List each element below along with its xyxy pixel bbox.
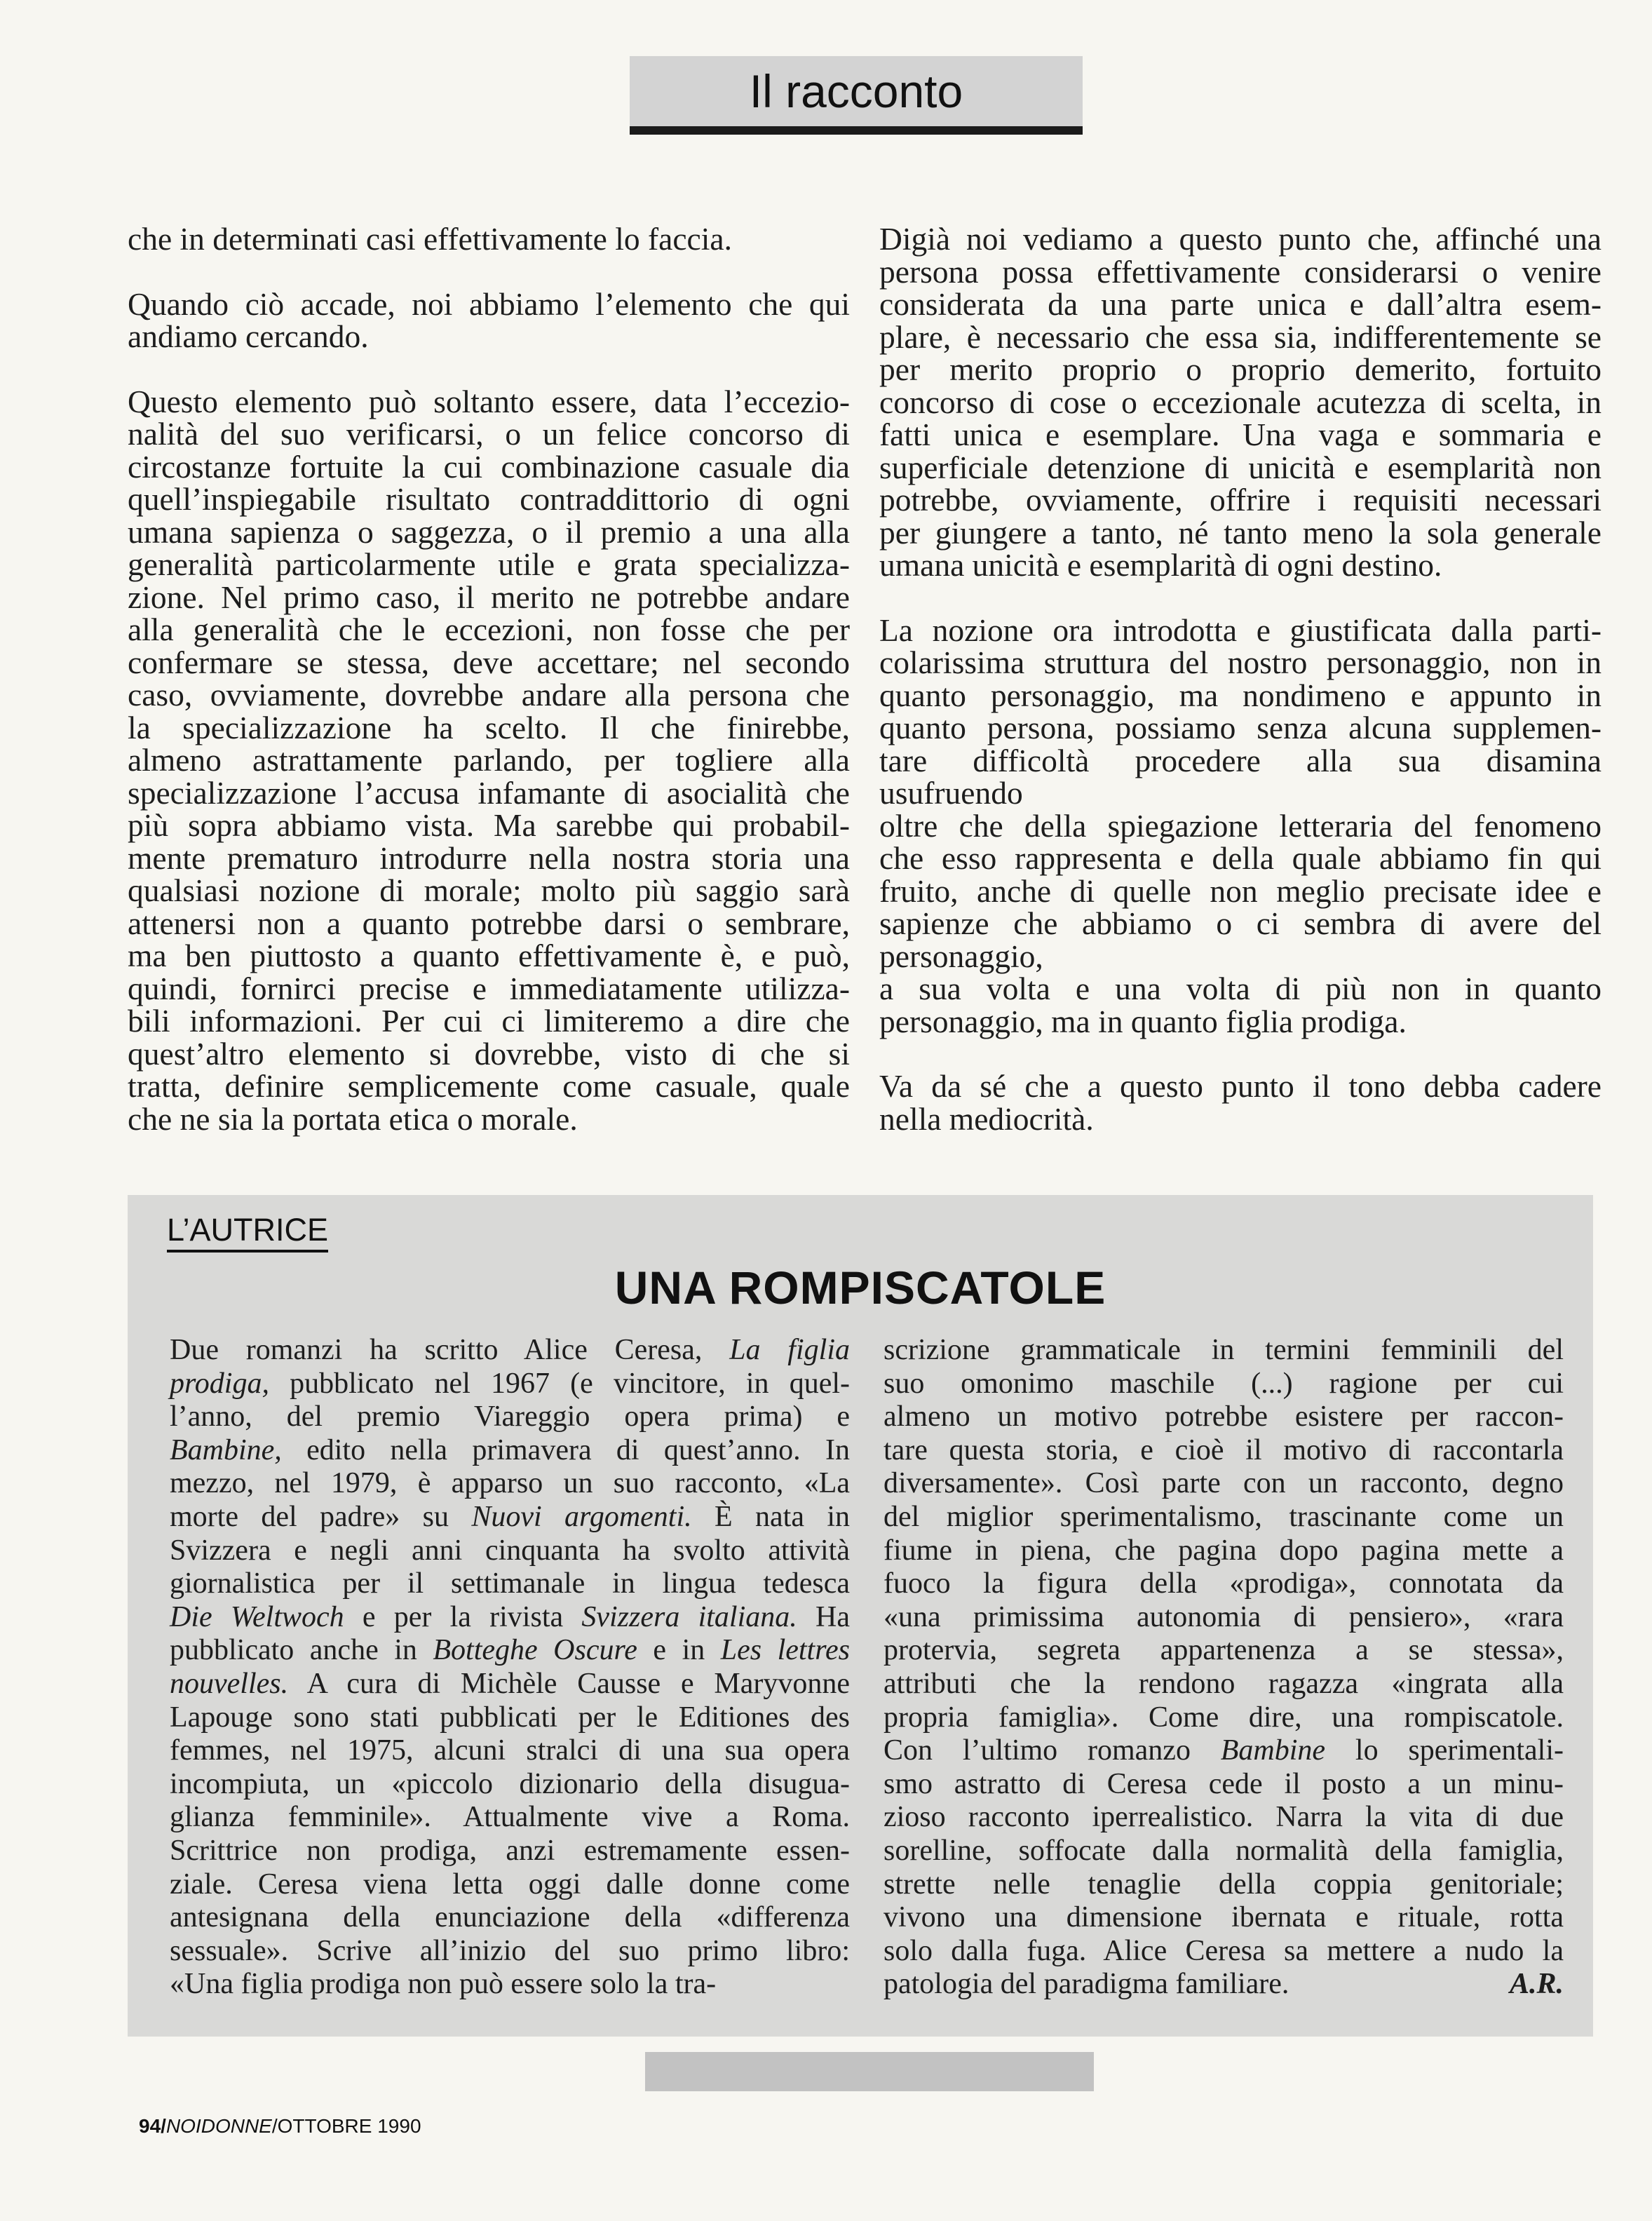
text-line: quell’inspiegabile risultato contraddittorio di ogni: [128, 481, 850, 517]
text-line: sapienze che abbiamo o ci sembra di avere del: [879, 905, 1602, 941]
text-line: «Una figlia prodiga non può essere solo la tra-: [170, 1968, 717, 2001]
text-line: che esso rappresenta e della quale abbiamo fin qui: [879, 840, 1602, 876]
sidebar-label: L’AUTRICE: [167, 1212, 328, 1253]
text-line: Con l’ultimo romanzo Bambine lo sperimentali-: [883, 1734, 1564, 1767]
text-line: solo dalla fuga. Alice Ceresa sa mettere a nudo la: [883, 1934, 1564, 1967]
section-heading: Il racconto: [630, 56, 1083, 135]
text-line: considerata da una parte unica e dall’altra esem-: [879, 286, 1602, 322]
text-line: specializzazione l’accusa infamante di asocialità che: [128, 774, 850, 811]
text-line: personaggio,: [879, 938, 1043, 974]
text-line: qualsiasi nozione di morale; molto più saggio sarà: [128, 872, 850, 908]
paragraph: [879, 614, 1602, 1039]
paragraph: [128, 285, 850, 354]
text-line: smo astratto di Ceresa cede il posto a un minu-: [883, 1767, 1564, 1800]
text-line: Va da sé che a questo punto il tono debba cadere: [879, 1068, 1602, 1104]
text-line: strette nelle tenaglie della coppia genitoriale;: [883, 1868, 1564, 1901]
text-line: quanto persona, possiamo senza alcuna supplemen-: [879, 710, 1602, 745]
text-line: antesignana della enunciazione della «differenza: [170, 1901, 850, 1934]
text-line: generalità particolarmente utile e grata specializza-: [128, 546, 850, 582]
text-line: Scrittrice non prodiga, anzi estremamente essen-: [170, 1834, 850, 1867]
text-line: Digià noi vediamo a questo punto che, affinché una: [879, 221, 1602, 257]
text-line: circostanze fortuite la cui combinazione casuale dia: [128, 448, 850, 485]
text-line: almeno un motivo potrebbe esistere per raccon-: [883, 1400, 1564, 1433]
text-line: almeno astrattamente parlando, per togliere alla: [128, 742, 850, 778]
text-line: sessuale». Scrive all’inizio del suo primo libro:: [170, 1934, 850, 1967]
text-line: per giungere a tanto, né tanto meno la sola generale: [879, 514, 1602, 551]
text-line: nella mediocrità.: [879, 1100, 1094, 1137]
text-line: giornalistica per il settimanale in lingua tedesca: [170, 1567, 850, 1600]
text-line: tare questa storia, e cioè il motivo di raccontarla: [883, 1433, 1564, 1466]
text-line: quanto personaggio, ma nondimeno e appunto in: [879, 677, 1602, 713]
paragraph: [879, 223, 1602, 582]
text-line: fuoco la figura della «prodiga», connotata da: [883, 1567, 1564, 1600]
text-line: fatti unica e esemplare. Una vaga e sommaria e: [879, 417, 1602, 452]
author-initials: A.R.: [1509, 1968, 1564, 2001]
text-line: protervia, segreta appartenenza a se stessa»,: [883, 1634, 1564, 1667]
issue-date: OTTOBRE 1990: [277, 2115, 421, 2137]
text-line: oltre che della spiegazione letteraria del fenomeno: [879, 807, 1602, 844]
text-line: prodiga, pubblicato nel 1967 (e vincitore, in quel-: [170, 1367, 850, 1400]
text-line: tare difficoltà procedere alla sua disamina: [879, 742, 1602, 778]
paragraph: [128, 383, 850, 1137]
text-line: fiume in piena, che pagina dopo pagina mette a: [883, 1534, 1564, 1567]
text-line: patologia del paradigma familiare. A.R.: [883, 1968, 1564, 2001]
text-line: bili informazioni. Per cui ci limiteremo a dire che: [128, 1003, 850, 1039]
page-number: 94: [139, 2115, 161, 2137]
text-line: zioso racconto iperrealistico. Narra la vita di due: [883, 1801, 1564, 1834]
text-line: vivono una dimensione ibernata e rituale, rotta: [883, 1901, 1564, 1934]
text-line: Bambine, edito nella primavera di quest’anno. In: [170, 1433, 850, 1466]
text-line: pubblicato anche in Botteghe Oscure e in Les lettres: [170, 1634, 850, 1667]
text-line: morte del padre» su Nuovi argomenti. È nata in: [170, 1500, 851, 1533]
text-line: potrebbe, ovviamente, offrire i requisiti necessari: [879, 482, 1602, 518]
text-line: nouvelles. A cura di Michèle Causse e Maryvonne: [170, 1667, 850, 1700]
text-line: fruito, anche di quelle non meglio precisate idee e: [879, 872, 1602, 909]
text-line: del miglior sperimentalismo, trascinante come un: [883, 1500, 1564, 1533]
sidebar-title: UNA ROMPISCATOLE: [614, 1262, 1106, 1314]
paragraph: [128, 223, 850, 256]
text-line: la specializzazione ha scelto. Il che finirebbe,: [128, 709, 850, 745]
text-line: umana unicità e esemplarità di ogni destino.: [879, 547, 1442, 583]
article-left-column: [128, 223, 850, 1168]
text-line: glianza femminile». Attualmente vive a Roma.: [170, 1801, 850, 1834]
text-line: nalità del suo verificarsi, o un felice concorso di: [128, 416, 850, 452]
text-line: attributi che la rendono ragazza «ingrata alla: [883, 1667, 1564, 1700]
text-line: confermare se stessa, deve accettare; nel secondo: [128, 644, 850, 680]
text-line: propria famiglia». Come dire, una rompiscatole.: [883, 1701, 1564, 1734]
text-line: plare, è necessario che essa sia, indifferentemente se: [879, 318, 1602, 355]
text-line: l’anno, del premio Viareggio opera prima) e: [170, 1400, 850, 1433]
text-line: Svizzera e negli anni cinquanta ha svolto attività: [170, 1534, 850, 1567]
text-line: suo omonimo maschile (...) ragione per cui: [883, 1367, 1564, 1400]
text-line: più sopra abbiamo vista. Ma sarebbe qui probabil-: [128, 807, 850, 843]
author-sidebar-box: [128, 1195, 1593, 2037]
text-line: per merito proprio o proprio demerito, fortuito: [879, 351, 1602, 387]
text-line: a sua volta e una volta di più non in quanto: [879, 971, 1602, 1006]
text-line: ziale. Ceresa viena letta oggi dalle donne come: [170, 1868, 850, 1901]
text-line: attenersi non a quanto potrebbe darsi o sembrare,: [128, 905, 850, 941]
text-line: mente prematuro introdurre nella nostra storia una: [128, 839, 850, 876]
text-line: femmes, nel 1975, alcuni stralci di una sua opera: [170, 1734, 850, 1767]
text-line: diversamente». Così parte con un racconto, degno: [883, 1467, 1564, 1500]
paragraph: [879, 1070, 1602, 1135]
text-line: mezzo, nel 1979, è apparso un suo racconto, «La: [170, 1467, 850, 1500]
text-line: tratta, definire semplicemente come casuale, quale: [128, 1068, 850, 1104]
text-line: che in determinati casi effettivamente lo faccia.: [128, 221, 732, 257]
text-line: caso, ovviamente, dovrebbe andare alla persona che: [128, 677, 850, 713]
sidebar-left-column: [170, 1334, 850, 2001]
text-line: quindi, fornirci precise e immediatamente utilizza-: [128, 970, 850, 1006]
text-line: persona possa effettivamente considerarsi o venire: [879, 253, 1602, 290]
text-line: umana sapienza o saggezza, o il premio a una alla: [128, 513, 850, 550]
text-line: Quando ciò accade, noi abbiamo l’elemento che qui: [128, 285, 850, 322]
text-line: La nozione ora introdotta e giustificata dalla parti-: [879, 612, 1602, 648]
text-line: usufruendo: [879, 775, 1023, 811]
text-line: che ne sia la portata etica o morale.: [128, 1100, 578, 1137]
text-line: sorelline, soffocate dalla normalità della famiglia,: [883, 1834, 1564, 1867]
text-line: Questo elemento può soltanto essere, data l’eccezio-: [128, 383, 850, 419]
magazine-name: NOIDONNE: [165, 2115, 272, 2137]
text-line: «una primissima autonomia di pensiero», «rara: [883, 1600, 1564, 1633]
decorative-bar: [645, 2052, 1094, 2091]
text-line: superficiale detenzione di unicità e esemplarità non: [879, 449, 1602, 485]
article-right-column: [879, 223, 1602, 1168]
text-line: andiamo cercando.: [128, 318, 369, 354]
page-footer: 94/NOIDONNE/OTTOBRE 1990: [139, 2115, 421, 2137]
text-line: alla generalità che le eccezioni, non fosse che per: [128, 612, 850, 647]
text-line: Due romanzi ha scritto Alice Ceresa, La figlia: [170, 1334, 850, 1366]
text-line: incompiuta, un «piccolo dizionario della disugua-: [170, 1767, 850, 1800]
text-line: quest’altro elemento si dovrebbe, visto di che si: [128, 1035, 850, 1072]
sidebar-right-column: [883, 1334, 1564, 2001]
text-line: scrizione grammaticale in termini femminili del: [883, 1334, 1564, 1366]
text-line: concorso di cose o eccezionale acutezza di scelta, in: [879, 384, 1602, 420]
text-line: Lapouge sono stati pubblicati per le Editiones des: [170, 1701, 850, 1734]
text-line: zione. Nel primo caso, il merito ne potrebbe andare: [128, 579, 850, 615]
text-line: ma ben piuttosto a quanto effettivamente è, e può,: [128, 938, 850, 973]
text-line: Die Weltwoch e per la rivista Svizzera italiana. Ha: [170, 1600, 850, 1633]
text-line: personaggio, ma in quanto figlia prodiga.: [879, 1003, 1407, 1039]
text-line: colarissima struttura del nostro personaggio, non in: [879, 644, 1602, 680]
